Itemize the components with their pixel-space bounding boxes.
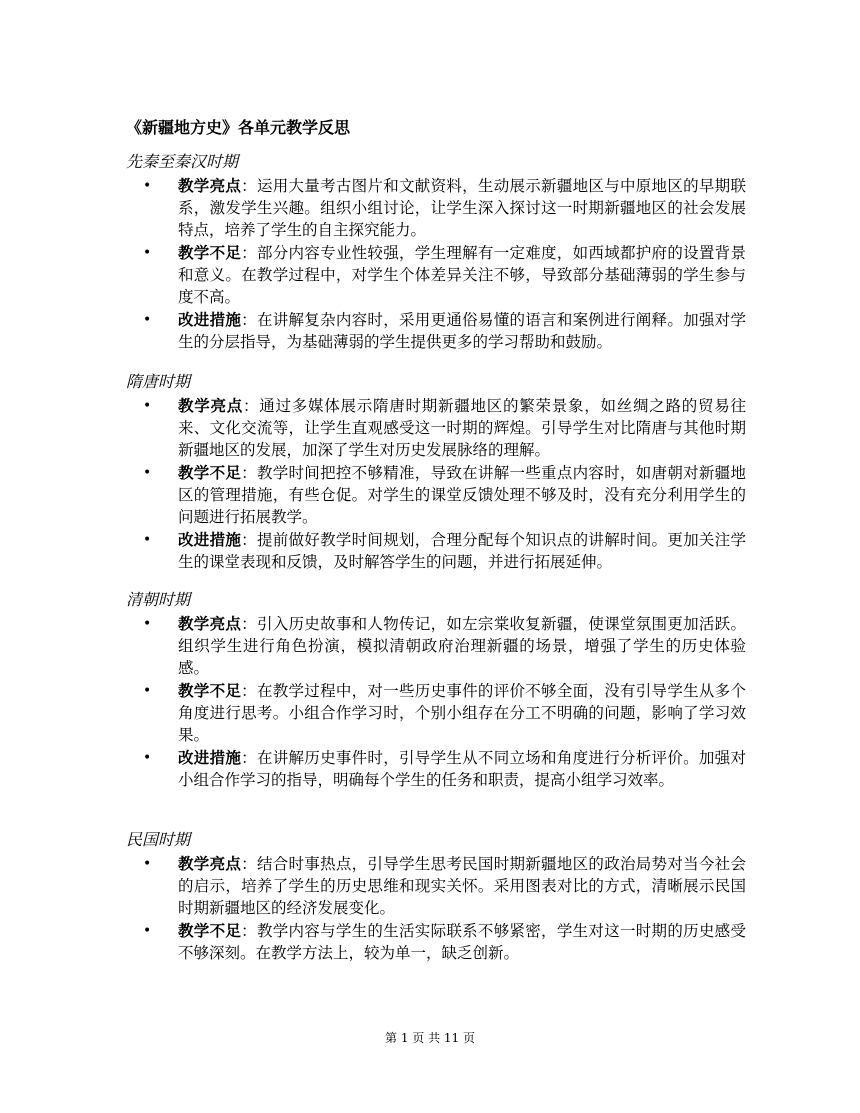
item-label: 教学不足 xyxy=(178,463,242,482)
section-title: 先秦至秦汉时期 xyxy=(126,152,239,171)
item-text: 在讲解历史事件时，引导学生从不同立场和角度进行分析评价。加强对小组合作学习的指导，明确每个学生的任务和职责，提高小组学习效率。 xyxy=(178,749,746,789)
bullet-icon: • xyxy=(143,398,152,414)
item-text: 引入历史故事和人物传记，如左宗棠收复新疆，使课堂氛围更加活跃。组织学生进行角色扮演，模拟清朝政府治理新疆的场景，增强了学生的历史体验感。 xyxy=(178,615,746,677)
item-label: 改进措施 xyxy=(178,530,242,549)
list-item xyxy=(126,175,746,241)
item-separator: ： xyxy=(241,464,257,482)
list-item xyxy=(126,529,746,573)
item-text: 通过多媒体展示隋唐时期新疆地区的繁荣景象，如丝绸之路的贸易往来、文化交流等，让学生直观感受这一时期的辉煌。引导学生对比隋唐与其他时期新疆地区的发展，加深了学生对历史发展脉络的理解。 xyxy=(178,397,746,459)
item-text: 在教学过程中，对一些历史事件的评价不够全面，没有引导学生从多个角度进行思考。小组合作学习时，个别小组存在分工不明确的问题，影响了学习效果。 xyxy=(178,682,746,744)
bullet-icon: • xyxy=(143,923,152,939)
list-item xyxy=(126,395,746,461)
list-item xyxy=(126,462,746,528)
item-text: 结合时事热点，引导学生思考民国时期新疆地区的政治局势对当今社会的启示，培养了学生的历史思维和现实关怀。采用图表对比的方式，清晰展示民国时期新疆地区的经济发展变化。 xyxy=(178,855,746,917)
bullet-icon: • xyxy=(143,178,152,194)
item-separator: ： xyxy=(243,397,260,415)
item-separator: ： xyxy=(241,855,257,873)
section-pre-qin-han xyxy=(126,151,746,354)
item-text: 教学内容与学生的生活实际联系不够紧密，学生对这一时期的历史感受不够深刻。在教学方法上，较为单一，缺乏创新。 xyxy=(178,922,746,962)
item-label: 教学不足 xyxy=(178,681,242,700)
item-text: 在讲解复杂内容时，采用更通俗易懂的语言和案例进行阐释。加强对学生的分层指导，为基础薄弱的学生提供更多的学习帮助和鼓励。 xyxy=(178,311,746,351)
item-label: 教学不足 xyxy=(178,921,242,940)
bullet-icon: • xyxy=(143,750,152,766)
item-text: 部分内容专业性较强，学生理解有一定难度，如西域都护府的设置背景和意义。在教学过程中，对学生个体差异关注不够，导致部分基础薄弱的学生参与度不高。 xyxy=(178,244,746,306)
item-separator: ： xyxy=(241,177,257,195)
list-item xyxy=(126,613,746,679)
item-separator: ： xyxy=(241,682,257,700)
document-title: 《新疆地方史》各单元教学反思 xyxy=(126,118,351,137)
item-separator: ： xyxy=(241,311,257,329)
section-republic xyxy=(126,829,746,965)
bullet-icon: • xyxy=(143,245,152,261)
item-text: 教学时间把控不够精准，导致在讲解一些重点内容时，如唐朝对新疆地区的管理措施，有些仓促。对学生的课堂反馈处理不够及时，没有充分利用学生的问题进行拓展教学。 xyxy=(178,464,746,526)
list-item xyxy=(126,680,746,746)
item-label: 改进措施 xyxy=(178,748,242,767)
item-separator: ： xyxy=(241,244,257,262)
item-separator: ： xyxy=(241,531,257,549)
item-separator: ： xyxy=(241,615,257,633)
section-title: 民国时期 xyxy=(126,830,191,849)
list-item xyxy=(126,747,746,791)
item-separator: ： xyxy=(241,749,257,767)
bullet-icon: • xyxy=(143,312,152,328)
list-item xyxy=(126,920,746,964)
section-title: 清朝时期 xyxy=(126,590,191,609)
list-item xyxy=(126,853,746,919)
item-text: 运用大量考古图片和文献资料，生动展示新疆地区与中原地区的早期联系，激发学生兴趣。组织小组讨论，让学生深入探讨这一时期新疆地区的社会发展特点，培养了学生的自主探究能力。 xyxy=(178,177,746,239)
bullet-icon: • xyxy=(143,856,152,872)
bullet-icon: • xyxy=(143,616,152,632)
page-footer: 第 1 页 共 11 页 xyxy=(385,1031,475,1045)
item-label: 改进措施 xyxy=(178,310,242,329)
item-label: 教学亮点 xyxy=(178,176,242,195)
bullet-icon: • xyxy=(143,465,152,481)
section-sui-tang xyxy=(126,371,746,574)
section-title: 隋唐时期 xyxy=(126,372,191,391)
section-qing xyxy=(126,589,746,792)
bullet-icon: • xyxy=(143,532,152,548)
list-item xyxy=(126,309,746,353)
item-text: 提前做好教学时间规划，合理分配每个知识点的讲解时间。更加关注学生的课堂表现和反馈，及时解答学生的问题，并进行拓展延伸。 xyxy=(178,531,746,571)
item-label: 教学亮点 xyxy=(178,396,243,415)
item-label: 教学亮点 xyxy=(178,854,242,873)
list-item xyxy=(126,242,746,308)
item-separator: ： xyxy=(241,922,257,940)
item-label: 教学亮点 xyxy=(178,614,242,633)
bullet-icon: • xyxy=(143,683,152,699)
item-label: 教学不足 xyxy=(178,243,242,262)
